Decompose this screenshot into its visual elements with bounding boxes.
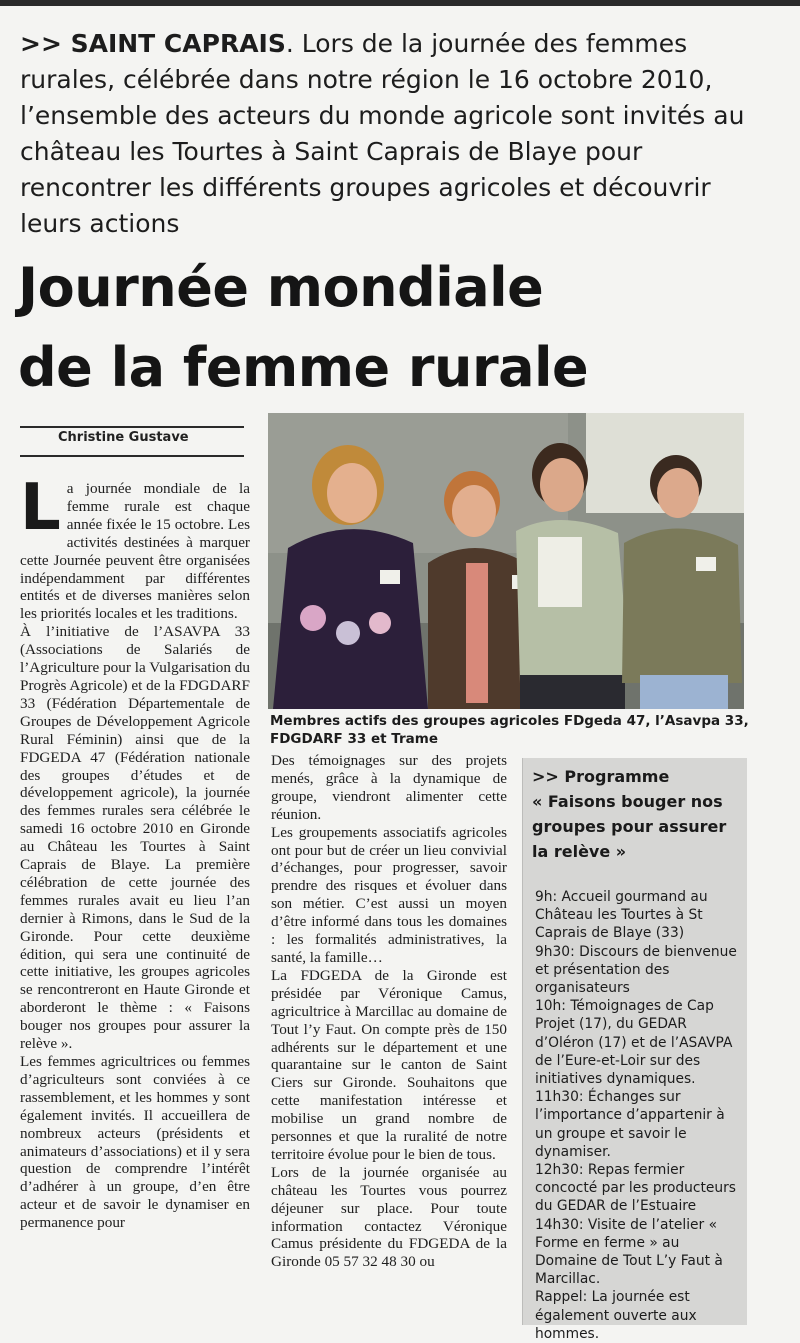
article-column-1 <box>20 471 250 1325</box>
programme-kicker: >> Programme <box>532 767 670 786</box>
article-column-2 <box>271 752 507 1325</box>
group-photo-illustration <box>268 413 744 709</box>
headline-line-2: de la femme rurale <box>18 336 589 399</box>
programme-item: 12h30: Repas fermier concocté par les producteurs du GEDAR de l’Estuaire <box>535 1162 736 1215</box>
programme-schedule <box>523 888 747 1343</box>
group-photo <box>268 413 744 709</box>
paragraph-2: À l’initiative de l’ASAVPA 33 (Associations de Salariés de l’Agriculture pour la Vulgarisation du Progrès Agricole) et de la FDGDARF 33 (Fédération Départementale de Groupes de Développement Agricole Rural Féminin) ainsi que de la FDGEDA 47 (Fédération nationale des groupes d’études et de développement agricole), la journée des femmes rurales sera célébrée le samedi 16 octobre 2010 en Gironde au Château les Tourtes à Saint Caprais de Blaye. La première célébration de cette journée des femmes rurales avait eu lieu l’an dernier à Rimons, dans le Sud de la Gironde. Pour cette deuxième édition, qui sera une continuité de cette initiative, les groupes agricoles se rencontreront en Haute Gironde et aborderont le thème : « Faisons bouger nos groupes pour assurer la relève ». <box>20 623 250 1053</box>
programme-header <box>523 758 747 864</box>
programme-item: Rappel: La journée est également ouverte aux hommes. <box>535 1289 697 1342</box>
lead-text: . Lors de la journée des femmes rurales, célébrée dans notre région le 16 octobre 2010, l’ensemble des acteurs du monde agricole sont invités au château les Tourtes à Saint Caprais de Blaye pour rencontrer les différents groupes agricoles et découvrir leurs actions <box>20 29 745 238</box>
paragraph-4: Des témoignages sur des projets menés, grâce à la dynamique de groupe, viendront alimenter cette réunion. <box>271 752 507 823</box>
photo-caption: Membres actifs des groupes agricoles FDgeda 47, l’Asavpa 33, FDGDARF 33 et Trame <box>270 713 749 747</box>
author-rule-bottom <box>20 455 244 457</box>
programme-item: 9h30: Discours de bienvenue et présentation des organisateurs <box>535 943 737 997</box>
lead-paragraph <box>20 26 760 242</box>
programme-item: 9h: Accueil gourmand au Château les Tourtes à St Caprais de Blaye (33) <box>535 889 708 942</box>
paragraph-1-text: a journée mondiale de la femme rurale est chaque année fixée le 15 octobre. Les activités destinées à marquer cette Journée peuvent être organisées indépendamment par différentes entités et de diverses manières selon les priorités locales et les traditions. <box>20 480 250 623</box>
programme-item: 10h: Témoignages de Cap Projet (17), du GEDAR d’Oléron (17) et de l’ASAVPA de l’Eure-et-Loir sur des initiatives dynamiques. <box>535 998 733 1088</box>
paragraph-6: La FDGEDA de la Gironde est présidée par Véronique Camus, agricultrice à Marcillac au domaine de Tout l’y Faut. On compte près de 150 adhérents sur le département et une quarantaine sur le canton de Saint Ciers sur Gironde. Souhaitons que cette manifestation intéresse et mobilise un grand nombre de personnes et que la ruralité de notre territoire évolue pour le bien de tous. <box>271 966 507 1163</box>
programme-item: 14h30: Visite de l’atelier « Forme en ferme » au Domaine de Tout L’y Faut à Marcillac. <box>535 1216 723 1288</box>
programme-sidebar <box>522 758 747 1342</box>
author-byline: Christine Gustave <box>58 430 189 445</box>
paragraph-7: Lors de la journée organisée au château les Tourtes vous pourrez déjeuner sur place. Pour toute information contactez Véronique Camus présidente du FDGEDA de la Gironde 05 57 32 48 30 ou <box>271 1163 507 1271</box>
paragraph-3: Les femmes agricultrices ou femmes d’agriculteurs sont conviées à ce rassemblement, et les hommes y sont également invités. Il accueillera de nombreux acteurs (présidents et animateurs d’associations) et il y sera question de comprendre l’intérêt d’adhérer à un groupe, d’en être acteur et de savoir le dynamiser en permanence pour <box>20 1053 250 1232</box>
drop-cap: L <box>20 471 61 545</box>
programme-title: « Faisons bouger nos groupes pour assurer la relève » <box>532 792 727 861</box>
headline-line-1: Journée mondiale <box>18 256 544 319</box>
top-rule <box>0 0 800 6</box>
author-rule-top <box>20 426 244 428</box>
headline <box>18 248 778 408</box>
programme-item: 11h30: Échanges sur l’importance d’appartenir à un groupe et savoir le dynamiser. <box>535 1089 725 1160</box>
paragraph-1 <box>20 471 250 623</box>
paragraph-5: Les groupements associatifs agricoles ont pour but de créer un lieu convivial d’échanges, pour progresser, savoir prendre des risques et évoluer dans son métier. C’est aussi un moyen d’être informé dans tous les domaines : les formalités administratives, la santé, la famille… <box>271 823 507 966</box>
lead-kicker: >> SAINT CAPRAIS <box>20 29 286 58</box>
